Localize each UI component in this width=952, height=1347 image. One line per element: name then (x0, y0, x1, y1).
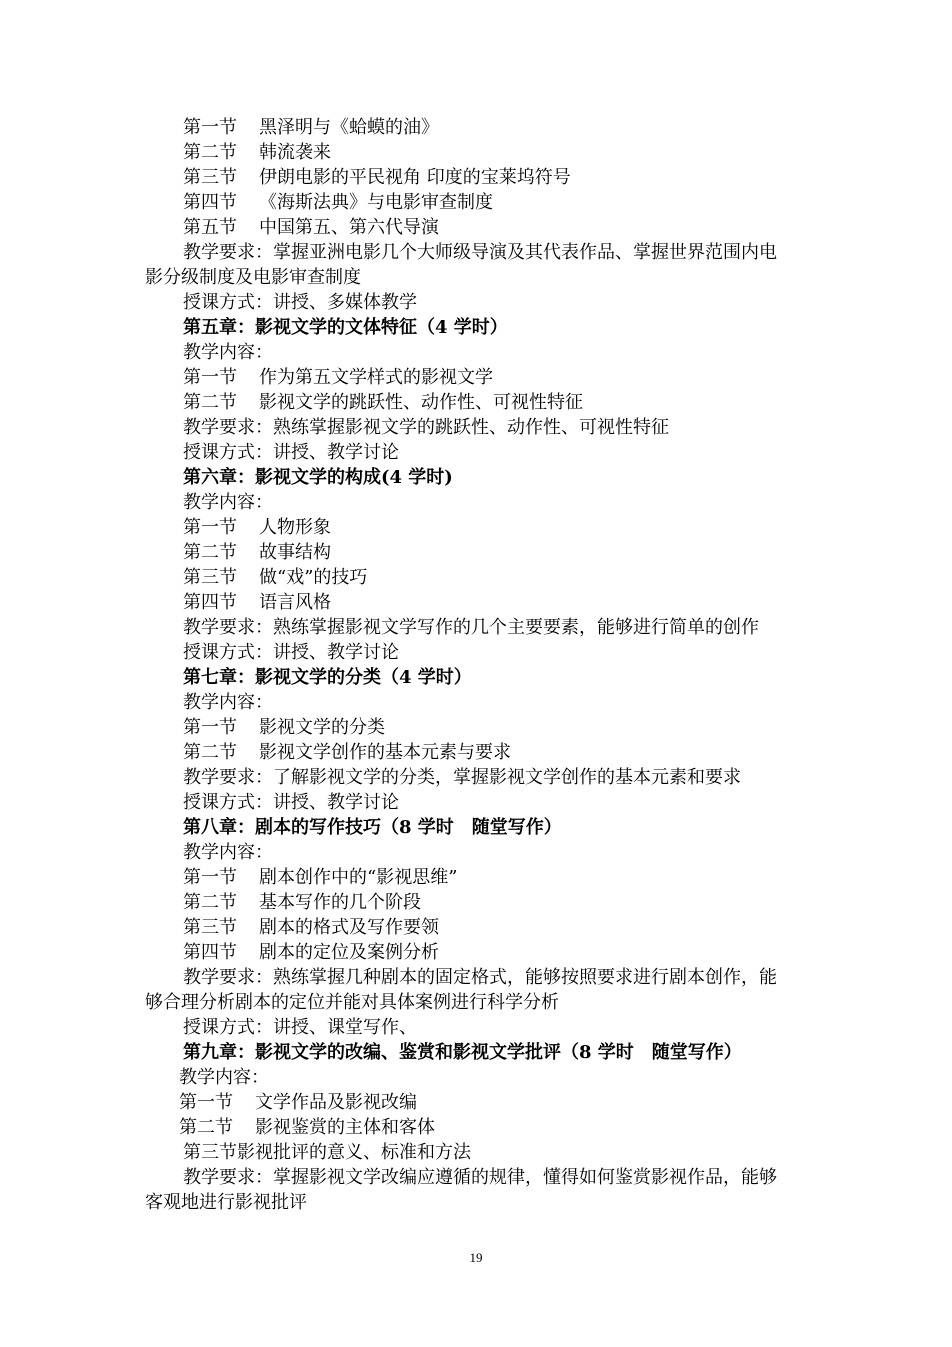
section-line (183, 915, 823, 940)
section-label: 第一节 (183, 517, 237, 538)
section-label: 第二节 (183, 742, 237, 763)
section-label: 第二节 (183, 392, 237, 413)
section-line (183, 115, 823, 140)
section-title: 影视鉴赏的主体和客体 (255, 1117, 435, 1138)
chapter-heading: 第六章：影视文学的构成(4 学时) (183, 467, 453, 488)
section-line (183, 540, 823, 565)
section-label: 第三节 (183, 917, 237, 938)
content-label: 教学内容： (183, 492, 273, 513)
section-label: 第四节 (183, 192, 237, 213)
requirement-line: 教学要求：熟练掌握几种剧本的固定格式，能够按照要求进行剧本创作，能 (183, 967, 777, 988)
section-line (179, 1090, 823, 1115)
section-title: 中国第五、第六代导演 (259, 217, 439, 238)
section-line (183, 190, 823, 215)
section-title: 伊朗电影的平民视角 印度的宝莱坞符号 (259, 167, 571, 188)
requirement-line: 教学要求：熟练掌握影视文学的跳跃性、动作性、可视性特征 (183, 417, 669, 438)
method-line: 授课方式：讲授、教学讨论 (183, 642, 399, 663)
section-title: 剧本的格式及写作要领 (259, 917, 439, 938)
section-line (183, 515, 823, 540)
section-label: 第二节 (183, 142, 237, 163)
section-label: 第五节 (183, 217, 237, 238)
method-line: 授课方式：讲授、课堂写作、 (183, 1017, 417, 1038)
section-line (183, 365, 823, 390)
section-line (183, 865, 823, 890)
section-line (183, 590, 823, 615)
section-line (183, 740, 823, 765)
section-line (183, 165, 823, 190)
section-line (183, 215, 823, 240)
chapter-heading: 第八章：剧本的写作技巧（8 学时 随堂写作） (183, 817, 562, 838)
section-title: 韩流袭来 (259, 142, 331, 163)
requirement-line: 教学要求：了解影视文学的分类，掌握影视文学创作的基本元素和要求 (183, 767, 741, 788)
section-title: 做“戏”的技巧 (259, 567, 368, 588)
section-line (183, 715, 823, 740)
section-label: 第一节 (183, 867, 237, 888)
section-title: 作为第五文学样式的影视文学 (259, 367, 493, 388)
requirement-line: 教学要求：熟练掌握影视文学写作的几个主要要素，能够进行简单的创作 (183, 617, 759, 638)
section-title: 《海斯法典》与电影审查制度 (259, 192, 493, 213)
section-line (183, 140, 823, 165)
section-line: 第三节影视批评的意义、标准和方法 (183, 1142, 471, 1163)
section-line (183, 565, 823, 590)
section-label: 第三节 (183, 167, 237, 188)
method-line: 授课方式：讲授、教学讨论 (183, 442, 399, 463)
section-line (183, 890, 823, 915)
content-label: 教学内容： (179, 1067, 269, 1088)
requirement-continuation: 够合理分析剧本的定位并能对具体案例进行科学分析 (145, 992, 559, 1013)
requirement-line: 教学要求：掌握亚洲电影几个大师级导演及其代表作品、掌握世界范围内电 (183, 242, 777, 263)
section-label: 第二节 (179, 1117, 233, 1138)
chapter-heading: 第五章：影视文学的文体特征（4 学时） (183, 317, 508, 338)
content-label: 教学内容： (183, 842, 273, 863)
method-line: 授课方式：讲授、多媒体教学 (183, 292, 417, 313)
section-title: 剧本的定位及案例分析 (259, 942, 439, 963)
content-label: 教学内容： (183, 692, 273, 713)
section-line (183, 390, 823, 415)
chapter-heading: 第九章：影视文学的改编、鉴赏和影视文学批评（8 学时 随堂写作） (183, 1042, 742, 1063)
section-title: 黑泽明与《蛤蟆的油》 (259, 117, 439, 138)
content-label: 教学内容： (183, 342, 273, 363)
section-label: 第二节 (183, 892, 237, 913)
requirement-continuation: 客观地进行影视批评 (145, 1192, 307, 1213)
section-label: 第四节 (183, 942, 237, 963)
section-title: 影视文学的分类 (259, 717, 385, 738)
section-title: 文学作品及影视改编 (255, 1092, 417, 1113)
chapter-heading: 第七章：影视文学的分类（4 学时） (183, 667, 472, 688)
requirement-line: 教学要求：掌握影视文学改编应遵循的规律，懂得如何鉴赏影视作品，能够 (183, 1167, 777, 1188)
section-title: 影视文学创作的基本元素与要求 (259, 742, 511, 763)
section-title: 故事结构 (259, 542, 331, 563)
section-label: 第一节 (179, 1092, 233, 1113)
section-title: 人物形象 (259, 517, 331, 538)
requirement-continuation: 影分级制度及电影审查制度 (145, 267, 361, 288)
section-title: 语言风格 (259, 592, 331, 613)
method-line: 授课方式：讲授、教学讨论 (183, 792, 399, 813)
page-number: 19 (469, 1250, 483, 1265)
section-label: 第一节 (183, 367, 237, 388)
section-line (179, 1115, 823, 1140)
section-line (183, 940, 823, 965)
section-title: 剧本创作中的“影视思维” (259, 867, 458, 888)
section-label: 第一节 (183, 717, 237, 738)
section-label: 第二节 (183, 542, 237, 563)
section-label: 第三节 (183, 567, 237, 588)
section-title: 影视文学的跳跃性、动作性、可视性特征 (259, 392, 583, 413)
section-label: 第一节 (183, 117, 237, 138)
section-label: 第四节 (183, 592, 237, 613)
section-title: 基本写作的几个阶段 (259, 892, 421, 913)
